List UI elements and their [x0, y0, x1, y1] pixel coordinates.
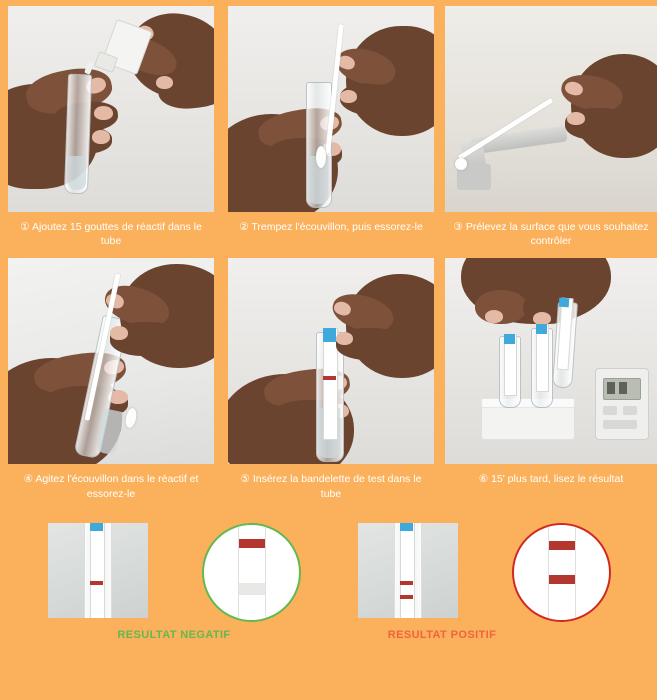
- step-1-caption: ① Ajoutez 15 gouttes de réactif dans le tube: [20, 221, 202, 248]
- positive-result-diagram: [512, 523, 611, 622]
- positive-result-label: RESULTAT POSITIF: [387, 628, 497, 641]
- step-6: [443, 258, 657, 510]
- step-2-photo: [228, 6, 434, 212]
- step-3: [443, 6, 657, 258]
- step-6-caption: ⑥ 15' plus tard, lisez le résultat: [478, 473, 624, 486]
- step-5: [223, 258, 439, 510]
- step-6-photo: [445, 258, 657, 464]
- negative-result-photo: [48, 523, 148, 618]
- results-row: [0, 517, 657, 687]
- step-1: [3, 6, 219, 258]
- step-1-photo: [8, 6, 214, 212]
- step-5-caption: ⑤ Insérez la bandelette de test dans le tube: [240, 473, 422, 500]
- step-4-photo: [8, 258, 214, 464]
- step-5-photo: [228, 258, 434, 464]
- step-2: [223, 6, 439, 258]
- negative-result-label: RESULTAT NEGATIF: [117, 628, 231, 641]
- negative-result-diagram: [202, 523, 301, 622]
- step-3-photo: [445, 6, 657, 212]
- step-2-caption: ② Trempez l'écouvillon, puis essorez-le: [239, 221, 423, 233]
- step-3-caption: ③ Prélevez la surface que vous souhaitez contrôler: [453, 221, 649, 248]
- positive-result-photo: [358, 523, 458, 618]
- step-4: [3, 258, 219, 510]
- step-4-caption: ④ Agitez l'écouvillon dans le réactif et essorez-le: [23, 473, 199, 500]
